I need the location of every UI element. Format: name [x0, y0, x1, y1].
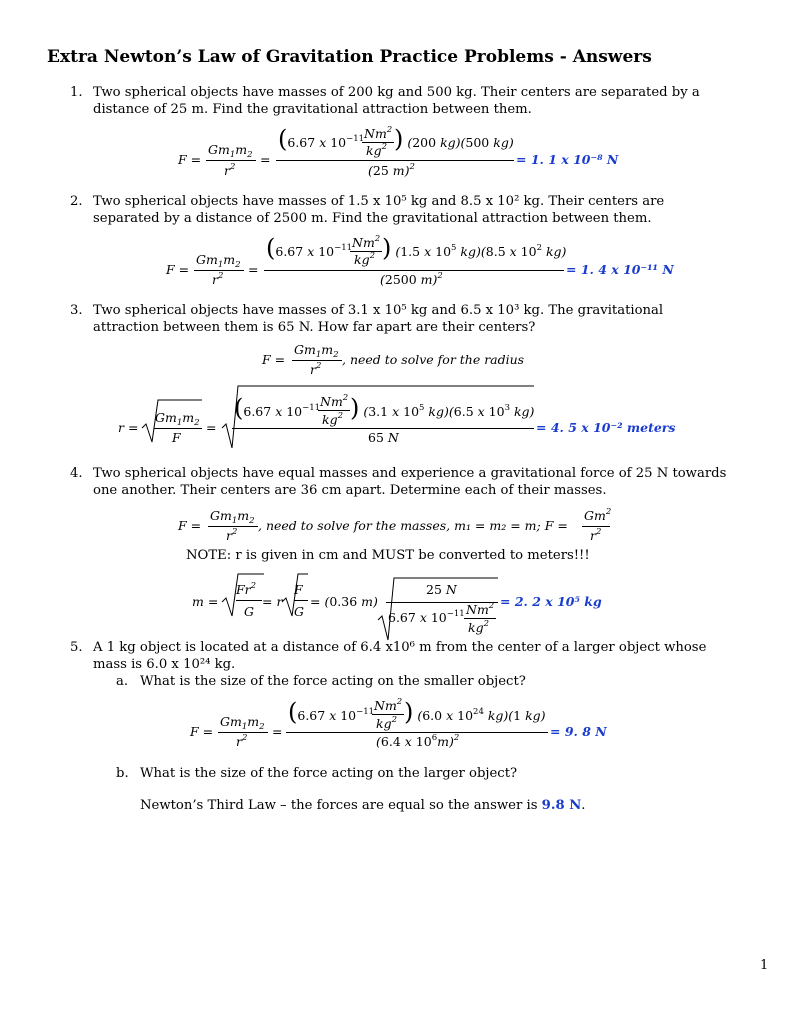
answer-4: = 2. 2 x 10⁵ kg	[500, 594, 602, 609]
problem-number: 4.	[70, 466, 83, 481]
answer-5a: = 9. 8 N	[550, 724, 607, 739]
aside-text: , need to solve for the masses, m₁ = m₂ = m; F =	[258, 518, 568, 533]
problem-text: Two spherical objects have masses of 3.1 x 10⁵ kg and 6.5 x 10³ kg. The gravitational attraction between them is 65 N. How far apart are their centers?	[93, 303, 664, 335]
note-text: NOTE: r is given in cm and MUST be converted to meters!!!	[186, 548, 590, 563]
aside-text: , need to solve for the radius	[342, 352, 525, 367]
problem-number: 5.	[70, 640, 83, 655]
page-title: Extra Newton’s Law of Gravitation Practice Problems - Answers	[47, 47, 652, 67]
problem-text: Two spherical objects have masses of 1.5 x 10⁵ kg and 8.5 x 10² kg. Their centers are separated by a distance of 2500 m. Find the gravitational attraction between them.	[93, 194, 665, 226]
conclusion-end: .	[581, 798, 586, 813]
answer-3: = 4. 5 x 10⁻² meters	[536, 420, 676, 435]
page-number: 1	[760, 958, 769, 973]
problem-text: A 1 kg object is located at a distance of 6.4 x10⁶ m from the center of a larger object whose mass is 6.0 x 10²⁴ kg.	[93, 640, 707, 672]
part-b	[116, 766, 518, 783]
part-text: What is the size of the force acting on the smaller object?	[140, 674, 526, 689]
answer-1: = 1. 1 x 10⁻⁸ N	[516, 152, 619, 167]
conclusion-text: Newton’s Third Law – the forces are equal so the answer is	[140, 798, 538, 813]
conclusion-answer: 9.8 N	[541, 798, 582, 813]
answer-2: = 1. 4 x 10⁻¹¹ N	[566, 262, 674, 277]
document-page: Extra Newton’s Law of Gravitation Practice Problems - Answers 1. Two spherical objects have masses of 200 kg and 500 kg. Their centers are separated by a distance of 25 m. Find the gravitational attraction between them. F = $Gm_1m_2$ $r^2$ = (6.67 x $10^{-11}$ Nm$^2$ $kg^2$ ) (200 kg)(500 kg) (25 m)$^2$ = 1. 1 x 10⁻⁸ N 2. Two spherical objects have masses of 1.5 x 10⁵ kg and 8.5 x 10² kg. Their centers are separated by a distance of 2500 m. Find the gravitational attraction between them. F = $Gm_1m_2$ $r^2$ = (6.67 x $10^{-11}$ Nm$^2$ $kg^2$ ) (1.5 x $10^5$ kg)(8.5 x $10^2$ kg) (2500 m)$^2$ = 1. 4 x 10⁻¹¹ N 3. Two spherical objects have masses of 3.1 x 10⁵ kg and 6.5 x 10³ kg. The gravitational attraction between them is 65 N. How far apart are their centers? F = $Gm_1m_2$ $r^2$ , need to solve for the radius r = $Gm_1m_2$ F = (6.67 x $10^{-11}$ Nm$^2$ $kg^2$ ) (3.1 x $10^5$ kg)(6.5 x $10^3$ kg) 65 N = 4. 5 x 10⁻² meters 4. Two spherical objects have equal masses and experience a gravitational force of 25 N towards one another. Their centers are 36 cm apart. Determine each of their masses. F = $Gm_1m_2$ $r^2$ , need to solve for the masses, m₁ = m₂ = m; F = $Gm^2$ $r^2$ NOTE: r is given in cm and MUST be converted to meters!!! m = $Fr^2$ G = r F G = (0.36 m) 25 N 6.67 x $10^{-11}$ Nm$^2$ $kg^2$ = 2. 2 x 10⁵ kg 5. A 1 kg object is located at a distance of 6.4 x10⁶ m from the center of a larger object whose mass is 6.0 x 10²⁴ kg. a. What is the size of the force acting on the smaller object? F = $Gm_1m_2$ $r^2$ = (6.67 x $10^{-11}$ Nm$^2$ $kg^2$ ) (6.0 x $10^{24}$ kg)(1 kg) (6.4 x $10^6m)^2$ = 9. 8 N b. What is the size of the force acting on the larger object? Newton’s Third Law – the forces are equal so the answer is 9.8 N. 1	[47, 47, 769, 973]
problem-number: 1.	[70, 85, 83, 100]
problem-number: 2.	[70, 194, 83, 209]
problem-text: Two spherical objects have equal masses and experience a gravitational force of 25 N towards one another. Their centers are 36 cm apart. Determine each of their masses.	[93, 466, 727, 498]
part-text: What is the size of the force acting on the larger object?	[140, 766, 518, 781]
part-letter: b.	[116, 766, 129, 781]
conclusion	[140, 798, 585, 815]
problem-number: 3.	[70, 303, 83, 318]
part-letter: a.	[116, 674, 129, 689]
part-a	[116, 674, 526, 691]
problem-text: Two spherical objects have masses of 200 kg and 500 kg. Their centers are separated by a distance of 25 m. Find the gravitational attraction between them.	[93, 85, 700, 117]
